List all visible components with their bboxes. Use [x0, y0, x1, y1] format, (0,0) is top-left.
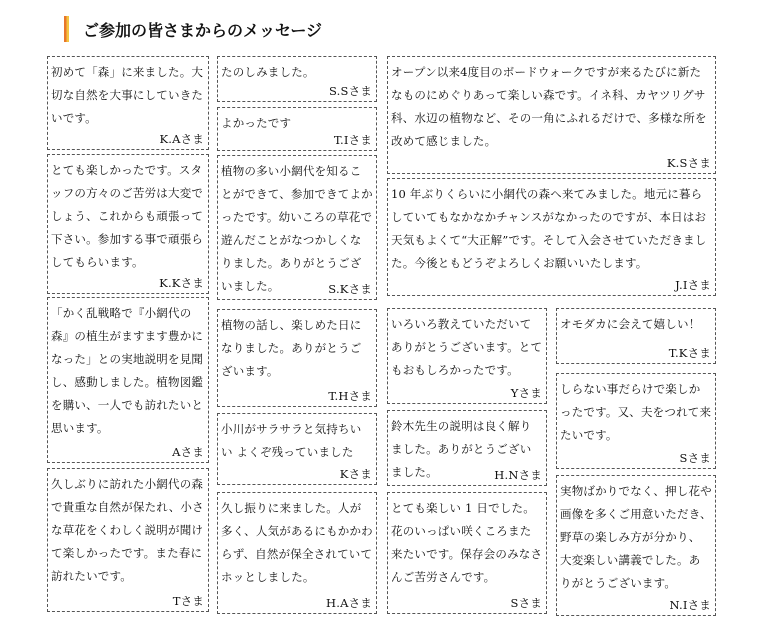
message-signature: N.Iさま [669, 598, 711, 612]
message-text: 初めて「森」に来ました。大切な自然を大事にしていきたいです。 [51, 65, 204, 125]
message-card-t [47, 468, 209, 612]
message-card-a [47, 297, 209, 463]
message-signature: K.Sさま [666, 156, 711, 170]
message-signature: Kさま [339, 467, 372, 481]
message-card-y [387, 308, 547, 404]
title-accent-bar [64, 16, 69, 42]
message-signature: Tさま [172, 594, 204, 608]
message-text: とても楽しい 1 日でした。花のいっぱい咲くころまた来たいです。保存会のみなさんご苦労さんです。 [391, 501, 543, 584]
message-signature: Aさま [172, 445, 204, 459]
message-text: オモダカに会えて嬉しい！ [560, 317, 701, 331]
message-text: 実物ばかりでなく、押し花や画像を多くご用意いただき、野草の楽しみ方が分かり、大変楽しい講義でした。ありがとうございます。 [560, 484, 712, 590]
message-signature: H.Aさま [326, 596, 372, 610]
message-card-sk [217, 155, 377, 300]
page-header [64, 14, 322, 44]
message-text: たのしみました。 [221, 65, 315, 79]
message-signature: S.Sさま [328, 84, 372, 98]
message-signature: Sさま [510, 596, 542, 610]
message-card-ji [387, 178, 716, 296]
message-text: しらない事だらけで楽しかったです。又、夫をつれて来たいです。 [560, 382, 712, 442]
message-card-th [217, 309, 377, 407]
message-text: いろいろ教えていただいてありがとうございます。とてもおもしろかったです。 [391, 317, 543, 377]
message-card-ka [47, 56, 209, 150]
message-card-tk [556, 308, 716, 364]
message-text: 植物の話し、楽しめた日になりました。ありがとうございます。 [221, 318, 362, 378]
message-card-ni [556, 475, 716, 616]
message-card-s2 [556, 373, 716, 469]
message-text: 植物の多い小網代を知ることができて、参加できてよかったです。幼いころの草花で遊んだことがなつかしくなりました。ありがとうございました。 [221, 164, 373, 293]
message-signature: K.Aさま [159, 132, 204, 146]
message-text: オープン以来4度目のボードウォークですが来るたびに新たなものにめぐりあって楽しい森です。イネ科、カヤツリグサ科、水辺の植物など、その一角にふれるだけで、多様な所を改めて感じました。 [391, 65, 707, 148]
message-card-ss [217, 56, 377, 102]
message-card-s1 [387, 492, 547, 614]
message-text: 10 年ぶりくらいに小網代の森へ来てみました。地元に暮らしていてもなかなかチャンスがなかったのですが、本日はお天気もよくて“大正解”です。そして入会させていただきました。今後ともどうぞよろしくお願いいたします。 [391, 187, 707, 270]
message-signature: H.Nさま [494, 468, 542, 482]
message-signature: K.Kさま [159, 276, 204, 290]
message-card-ti [217, 107, 377, 151]
message-card-ks [387, 56, 716, 174]
message-text: 鈴木先生の説明は良く解りました。ありがとうございました。 [391, 419, 532, 479]
message-signature: Yさま [510, 386, 542, 400]
message-card-hn [387, 410, 547, 486]
message-card-ha [217, 492, 377, 614]
message-text: 久しぶりに訪れた小網代の森で貴重な自然が保たれ、小さな草花をくわしく説明が聞けて楽しかったです。また春に訪れたいです。 [51, 477, 204, 583]
message-signature: T.Kさま [668, 346, 711, 360]
message-signature: T.Hさま [328, 389, 372, 403]
message-signature: J.Iさま [675, 278, 711, 292]
message-signature: T.Iさま [333, 133, 372, 147]
message-text: 小川がサラサラと気持ちいい よくぞ残っていました [221, 422, 362, 459]
message-text: よかったです [221, 116, 292, 130]
message-signature: Sさま [679, 451, 711, 465]
message-card-kk [47, 154, 209, 294]
message-card-k [217, 413, 377, 485]
message-text: 久し振りに来ました。人が多く、人気があるにもかかわらず、自然が保全されていてホッとしました。 [221, 501, 373, 584]
page-title: ご参加の皆さまからのメッセージ [83, 20, 323, 40]
message-text: とても楽しかったです。スタッフの方々のご苦労は大変でしょう、これからも頑張って下さい。参加する事で頑張らしてもらいます。 [51, 163, 204, 269]
message-text: 「かく乱戦略で『小網代の森』の植生がますます豊かになった」との実地説明を見聞し、感動しました。植物図鑑を購い、一人でも訪れたいと思います。 [51, 306, 204, 435]
message-signature: S.Kさま [328, 282, 372, 296]
